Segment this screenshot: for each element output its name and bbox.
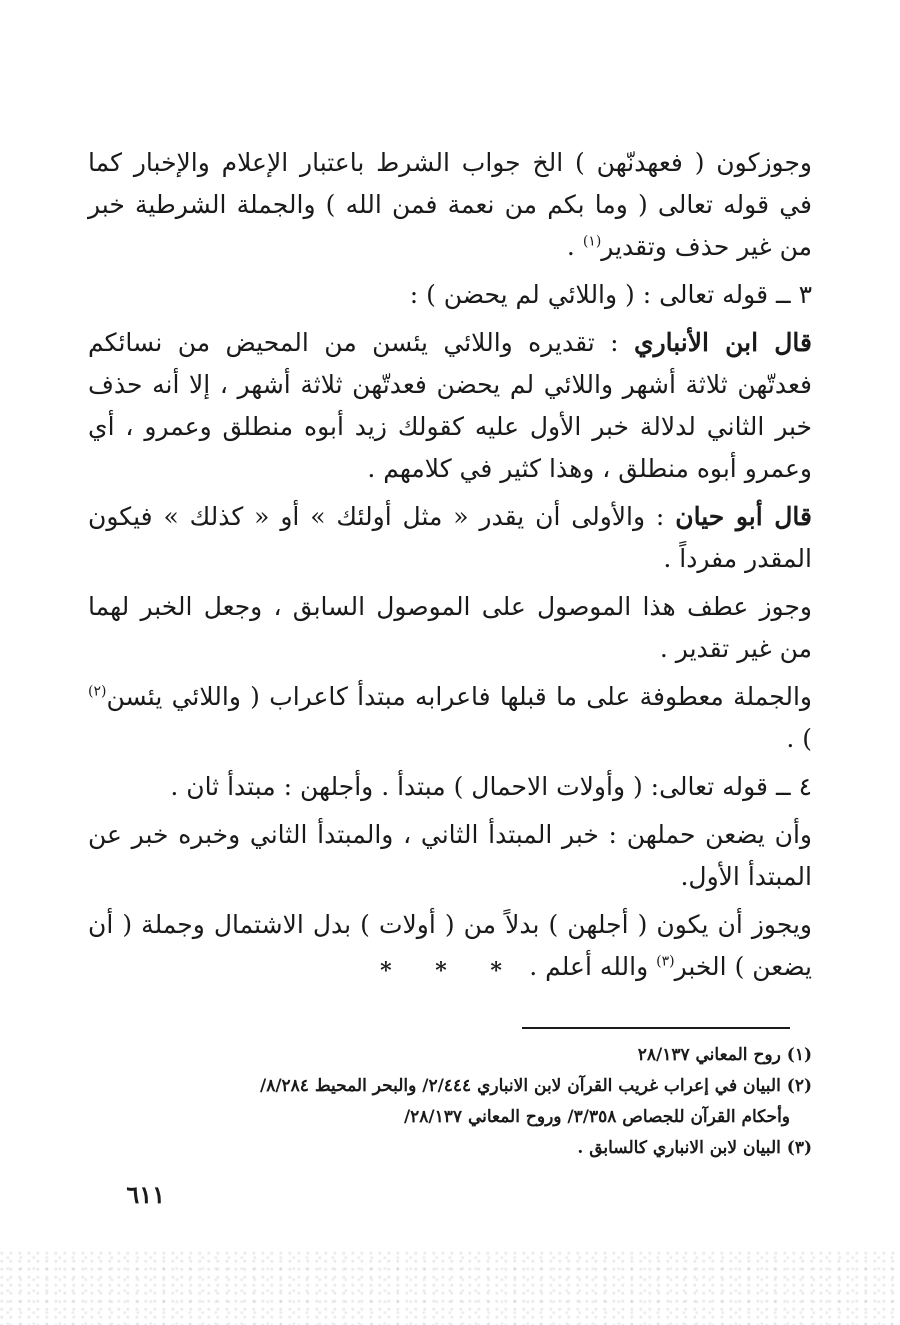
paragraph-5 [88, 586, 812, 670]
footnote-divider [522, 1027, 790, 1029]
paragraph-9-end: والله أعلم . [529, 952, 657, 981]
footnote-ref-1: (١) [582, 233, 602, 250]
paragraph-4-text: : والأولى أن يقدر « مثل أولئك » أو « كذلك » فيكون المقدر مفرداً . [88, 502, 812, 573]
page-number: ٦١١ [126, 1180, 165, 1209]
main-text [88, 142, 812, 988]
paragraph-6 [88, 676, 812, 760]
footnote-3: (٣) البيان لابن الانباري كالسابق . [577, 1138, 812, 1158]
scan-noise [0, 1250, 900, 1325]
paragraph-2-text: ٣ ــ قوله تعالى : ( واللائي لم يحضن ) : [409, 280, 812, 309]
paragraph-6-end: ) . [786, 724, 812, 753]
paragraph-5-text: وجوز عطف هذا الموصول على الموصول السابق ، وجعل الخبر لهما من غير تقدير . [88, 592, 812, 663]
paragraph-7 [88, 766, 812, 808]
paragraph-2 [88, 274, 812, 316]
paragraph-7-text: ٤ ــ قوله تعالى: ( وأولات الاحمال ) مبتدأ . وأجلهن : مبتدأ ثان . [170, 772, 812, 801]
footnotes [112, 1040, 812, 1164]
paragraph-1-text: وجوزكون ( فعهدنّهن ) الخ جواب الشرط باعتبار الإعلام والإخبار كما في قوله تعالى ( وما بكم من نعمة فمن الله ) والجملة الشرطية خبر من غير حذف وتقدير [88, 148, 812, 261]
section-separator: * * * [380, 958, 520, 984]
paragraph-3-label: قال ابن الأنباري [634, 328, 812, 357]
paragraph-4-label: قال أبو حيان [675, 502, 812, 531]
paragraph-8 [88, 814, 812, 898]
paragraph-9-text: ويجوز أن يكون ( أجلهن ) بدلاً من ( أولات ) بدل الاشتمال وجملة ( أن يضعن ) الخبر [88, 910, 812, 981]
paragraph-8-text: وأن يضعن حملهن : خبر المبتدأ الثاني ، والمبتدأ الثاني وخبره خبر عن المبتدأ الأول. [88, 820, 812, 891]
footnote-2: (٢) البيان في إعراب غريب القرآن لابن الانباري ٢/٤٤٤/ والبحر المحيط ٨/٢٨٤/ [259, 1076, 812, 1096]
paragraph-1-end: . [566, 232, 583, 261]
footnote-ref-2: (٢) [88, 683, 107, 700]
paragraph-3 [88, 322, 812, 490]
paragraph-4 [88, 496, 812, 580]
paragraph-1 [88, 142, 812, 268]
footnote-1: (١) روح المعاني ٢٨/١٣٧ [637, 1045, 812, 1065]
paragraph-6-text: والجملة معطوفة على ما قبلها فاعرابه مبتدأ كاعراب ( واللائي يئسن [106, 682, 812, 711]
paragraph-3-text: : تقديره واللائي يئسن من المحيض من نسائكم فعدتّهن ثلاثة أشهر واللائي لم يحضن فعدتّهن ثلاثة أشهر ، إلا أنه حذف خبر الثاني لدلالة خبر الأول عليه كقولك زيد أبوه منطلق وعمرو ، أي وعمرو أبوه منطلق ، وهذا كثير في كلامهم . [88, 328, 812, 483]
footnote-2-continuation: وأحكام القرآن للجصاص ٣/٣٥٨/ وروح المعاني ٢٨/١٣٧/ [403, 1107, 790, 1127]
footnote-ref-3: (٣) [656, 953, 675, 970]
